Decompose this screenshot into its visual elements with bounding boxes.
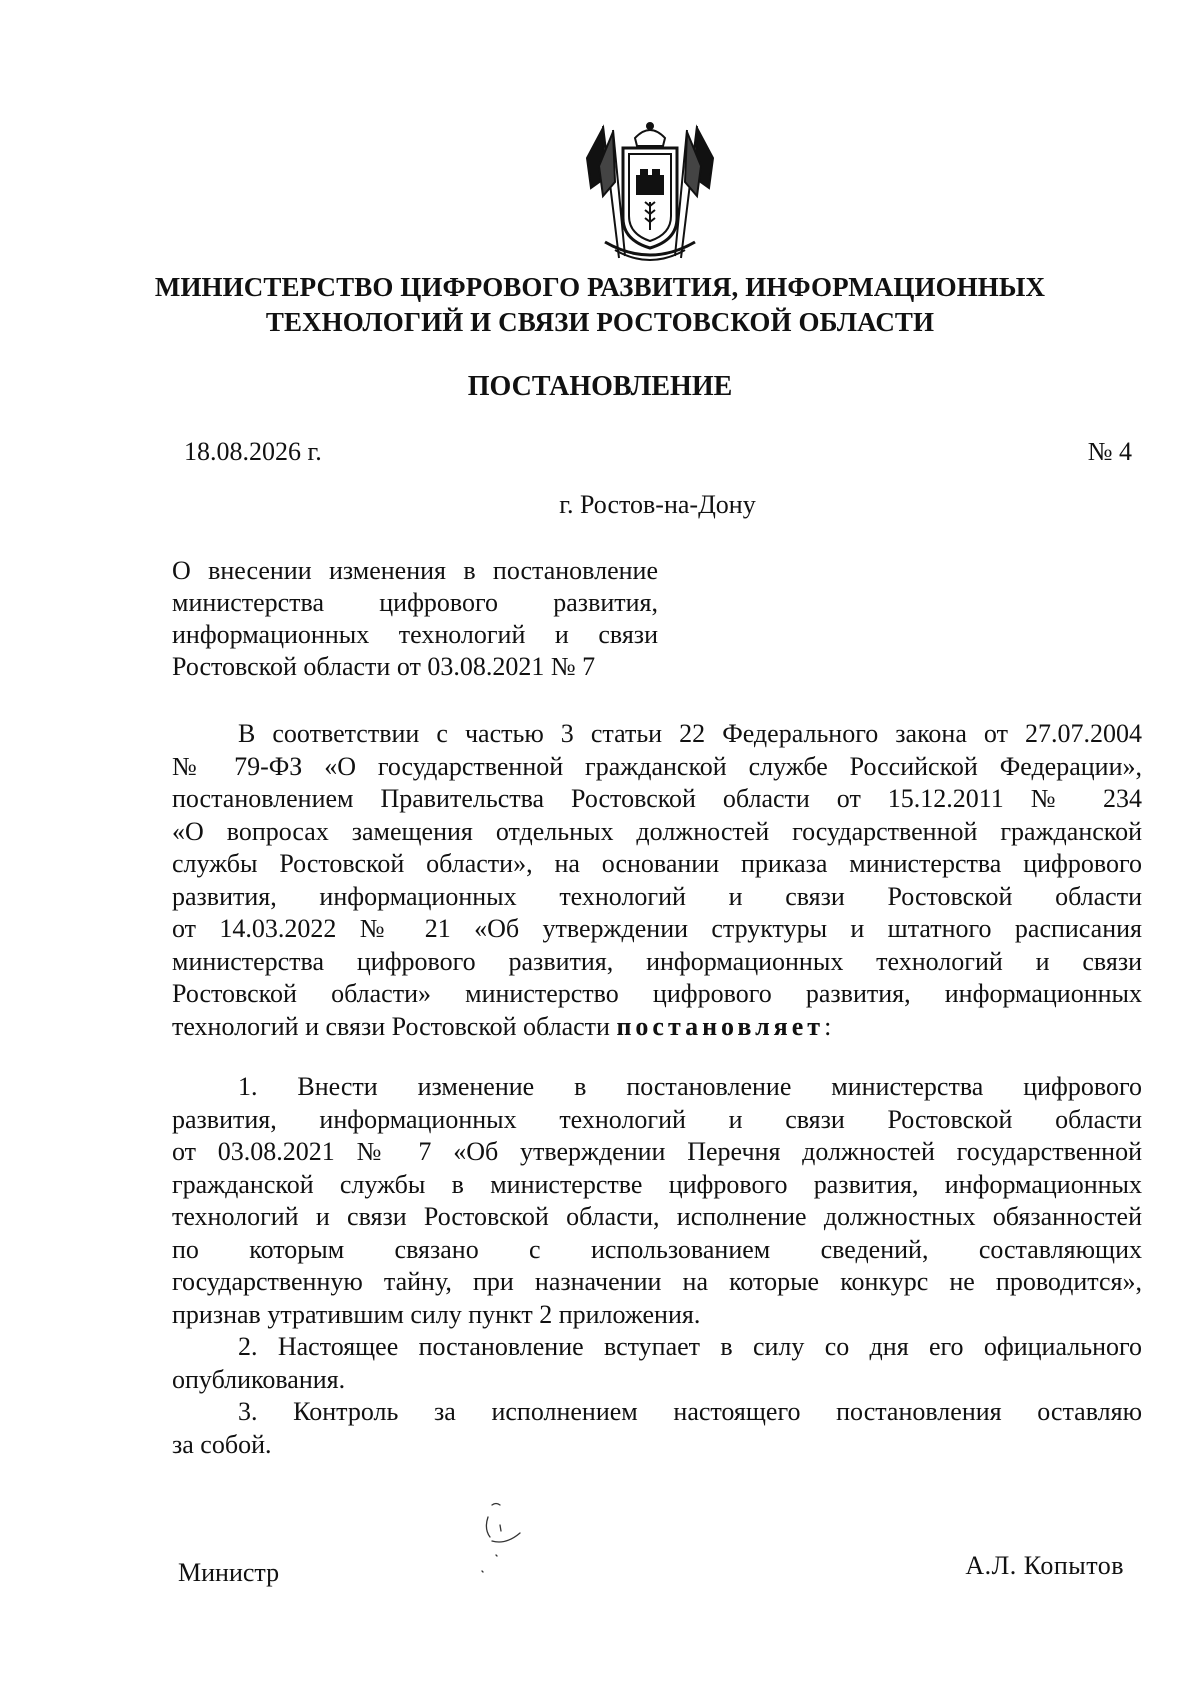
item-1-last-line: признав утратившим силу пункт 2 приложения. bbox=[172, 1299, 701, 1329]
decree-colon: : bbox=[824, 1011, 832, 1041]
handwritten-signature-icon bbox=[470, 1495, 540, 1575]
organization-title bbox=[150, 270, 1050, 340]
document-number: № 4 bbox=[1087, 437, 1132, 466]
preamble-line: Ростовской области» министерство цифрового развития, информационных bbox=[172, 979, 1142, 1008]
document-type: ПОСТАНОВЛЕНИЕ bbox=[467, 371, 733, 402]
item-1-line: по которым связано с использованием сведений, составляющих bbox=[172, 1234, 1142, 1264]
subject-line: Ростовской области от 03.08.2021 № 7 bbox=[172, 652, 596, 681]
document-city: г. Ростов-на-Дону bbox=[559, 490, 756, 519]
item-1-line: 1. Внести изменение в постановление министерства цифрового bbox=[238, 1072, 1142, 1101]
preamble-line: от 14.03.2022 № 21 «Об утверждении структуры и штатного расписания bbox=[172, 914, 1142, 943]
item-1-line: технологий и связи Ростовской области, исполнение должностных обязанностей bbox=[172, 1202, 1142, 1231]
signatory-name: А.Л. Копытов bbox=[965, 1551, 1124, 1580]
preamble-line: службы Ростовской области», на основании приказа министерства цифрового bbox=[172, 849, 1142, 878]
item-1-line: гражданской службы в министерстве цифрового развития, информационных bbox=[172, 1169, 1142, 1199]
document-subject bbox=[172, 555, 658, 683]
preamble-line: развития, информационных технологий и связи Ростовской области bbox=[172, 881, 1142, 911]
item-1-line: государственную тайну, при назначении на которые конкурс не проводится», bbox=[172, 1267, 1142, 1296]
org-title-line-2: ТЕХНОЛОГИЙ И СВЯЗИ РОСТОВСКОЙ ОБЛАСТИ bbox=[265, 307, 935, 337]
document-date: 18.08.2026 г. bbox=[184, 437, 322, 466]
item-3-line: 3. Контроль за исполнением настоящего постановления оставляю bbox=[238, 1397, 1142, 1426]
preamble-line: министерства цифрового развития, информационных технологий и связи bbox=[172, 946, 1142, 976]
preamble-line: «О вопросах замещения отдельных должностей государственной гражданской bbox=[172, 816, 1142, 846]
item-2-last-line: опубликования. bbox=[172, 1364, 346, 1394]
preamble-last-text: технологий и связи Ростовской области bbox=[172, 1011, 610, 1041]
preamble-line: постановлением Правительства Ростовской области от 15.12.2011 № 234 bbox=[172, 784, 1142, 813]
subject-line: информационных технологий и связи bbox=[172, 620, 658, 649]
preamble-last-line bbox=[172, 1011, 1142, 1044]
decree-word: постановляет bbox=[616, 1011, 825, 1041]
org-title-line-1: МИНИСТЕРСТВО ЦИФРОВОГО РАЗВИТИЯ, ИНФОРМАЦИОННЫХ bbox=[154, 272, 1046, 302]
rostov-oblast-coat-of-arms-icon bbox=[585, 118, 715, 266]
preamble-line: В соответствии с частью 3 статьи 22 Федерального закона от 27.07.2004 bbox=[238, 719, 1142, 748]
subject-line: министерства цифрового развития, bbox=[172, 588, 658, 617]
item-1-line: от 03.08.2021 № 7 «Об утверждении Перечня должностей государственной bbox=[172, 1137, 1142, 1166]
subject-line: О внесении изменения в постановление bbox=[172, 556, 658, 585]
item-1-line: развития, информационных технологий и связи Ростовской области bbox=[172, 1104, 1142, 1134]
item-2-line: 2. Настоящее постановление вступает в силу со дня его официального bbox=[238, 1332, 1142, 1361]
preamble-line: № 79-ФЗ «О государственной гражданской службе Российской Федерации», bbox=[172, 751, 1142, 781]
signatory-title: Министр bbox=[178, 1558, 280, 1587]
preamble-paragraph bbox=[172, 718, 1142, 1043]
item-3-last-line: за собой. bbox=[172, 1429, 272, 1459]
decree-items bbox=[172, 1071, 1142, 1461]
